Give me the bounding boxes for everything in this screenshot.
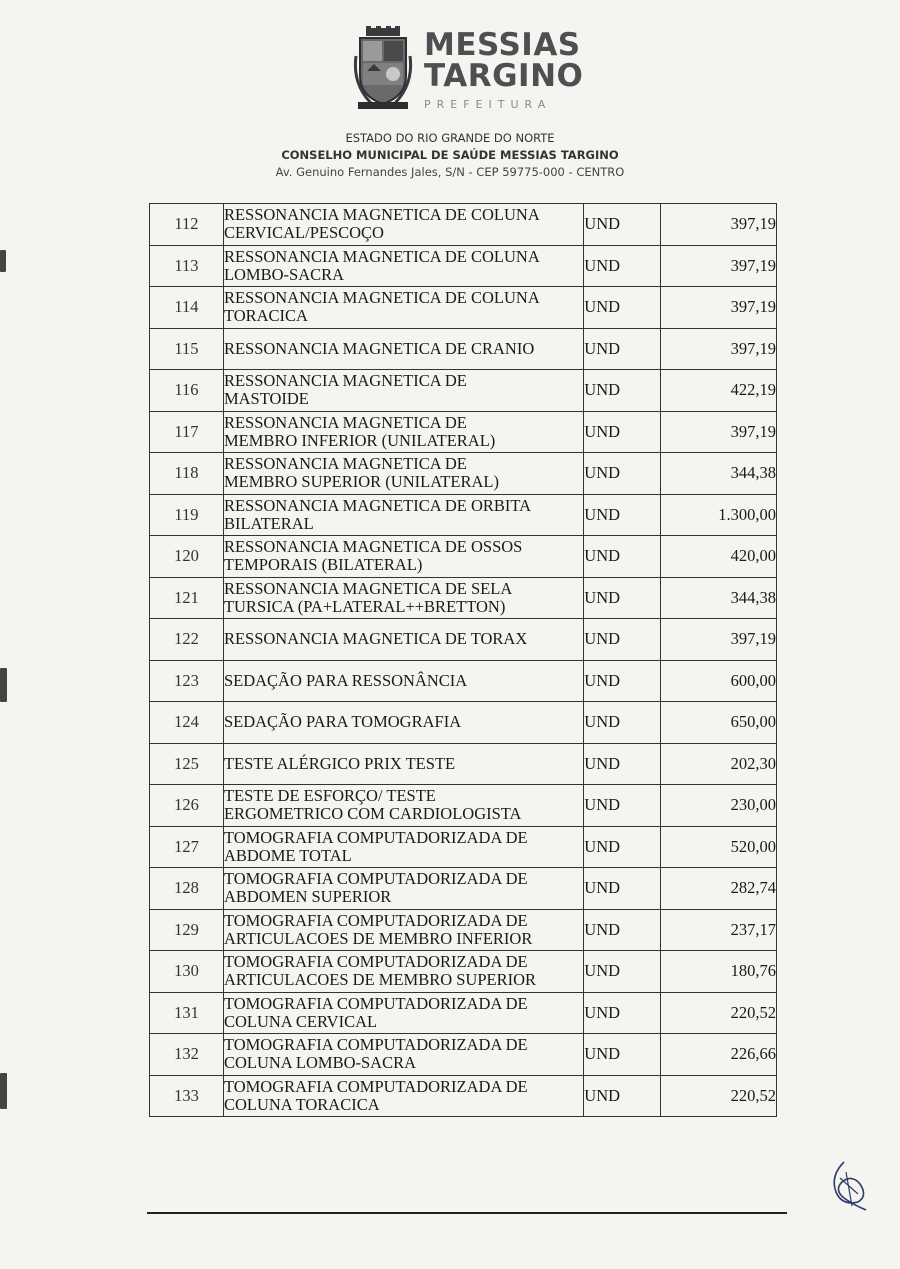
scan-speck: [0, 1073, 7, 1109]
item-value: 600,00: [661, 660, 777, 702]
item-value: 397,19: [661, 619, 777, 661]
table-row: [150, 1075, 777, 1117]
item-description-line: TOMOGRAFIA COMPUTADORIZADA DE: [223, 1035, 528, 1055]
item-description: [223, 1034, 583, 1076]
item-unit: UND: [584, 287, 661, 329]
table-row: [150, 494, 777, 536]
item-description-line: CERVICAL/PESCOÇO: [223, 223, 384, 243]
item-description-line: SEDAÇÃO PARA TOMOGRAFIA: [223, 712, 462, 732]
table-row: [150, 909, 777, 951]
item-description-line: MASTOIDE: [223, 389, 309, 409]
item-description-line: ARTICULACOES DE MEMBRO SUPERIOR: [223, 970, 537, 990]
item-description: [223, 619, 583, 661]
item-description: [223, 1075, 583, 1117]
item-description: [223, 494, 583, 536]
item-description: [223, 785, 583, 827]
table-row: [150, 370, 777, 412]
item-description-line: BILATERAL: [223, 513, 314, 533]
table-row: [150, 287, 777, 329]
item-number: 123: [150, 660, 224, 702]
item-description: [223, 287, 583, 329]
item-unit: UND: [584, 411, 661, 453]
item-value: 220,52: [661, 1075, 777, 1117]
item-description: [223, 743, 583, 785]
table-row: [150, 204, 777, 246]
table-row: [150, 577, 777, 619]
item-description-line: RESSONANCIA MAGNETICA DE CRANIO: [223, 338, 535, 358]
item-description-line: RESSONANCIA MAGNETICA DE: [223, 412, 467, 432]
table-row: [150, 619, 777, 661]
table-row: [150, 743, 777, 785]
item-description-line: ABDOME TOTAL: [223, 845, 352, 865]
item-value: 397,19: [661, 411, 777, 453]
item-description-line: TESTE ALÉRGICO PRIX TESTE: [223, 753, 456, 773]
item-description: [223, 660, 583, 702]
item-number: 131: [150, 992, 224, 1034]
item-value: 220,52: [661, 992, 777, 1034]
item-description-line: SEDAÇÃO PARA RESSONÂNCIA: [223, 670, 468, 690]
item-unit: UND: [584, 909, 661, 951]
item-unit: UND: [584, 328, 661, 370]
item-number: 116: [150, 370, 224, 412]
item-description-line: ARTICULACOES DE MEMBRO INFERIOR: [223, 928, 533, 948]
item-unit: UND: [584, 1075, 661, 1117]
item-description: [223, 453, 583, 495]
item-value: 397,19: [661, 204, 777, 246]
item-number: 125: [150, 743, 224, 785]
logo-line-messias: MESSIAS: [424, 27, 581, 63]
price-table-body: [150, 204, 777, 1117]
item-value: 202,30: [661, 743, 777, 785]
item-unit: UND: [584, 868, 661, 910]
item-unit: UND: [584, 702, 661, 744]
item-value: 397,19: [661, 328, 777, 370]
item-unit: UND: [584, 785, 661, 827]
item-unit: UND: [584, 494, 661, 536]
municipal-crest-icon: [352, 26, 414, 112]
item-description-line: RESSONANCIA MAGNETICA DE COLUNA: [223, 288, 540, 308]
item-value: 422,19: [661, 370, 777, 412]
item-value: 420,00: [661, 536, 777, 578]
item-description-line: TOMOGRAFIA COMPUTADORIZADA DE: [223, 869, 528, 889]
table-row: [150, 536, 777, 578]
item-description: [223, 577, 583, 619]
item-unit: UND: [584, 743, 661, 785]
item-description-line: MEMBRO INFERIOR (UNILATERAL): [223, 430, 496, 450]
item-description-line: TESTE DE ESFORÇO/ TESTE: [223, 786, 436, 806]
item-unit: UND: [584, 619, 661, 661]
table-row: [150, 868, 777, 910]
table-row: [150, 826, 777, 868]
item-description: [223, 204, 583, 246]
item-unit: UND: [584, 370, 661, 412]
item-description-line: TOMOGRAFIA COMPUTADORIZADA DE: [223, 952, 528, 972]
logo-wordmark: [424, 27, 584, 111]
item-number: 120: [150, 536, 224, 578]
item-description: [223, 536, 583, 578]
item-description-line: TEMPORAIS (BILATERAL): [223, 555, 423, 575]
price-table: [149, 203, 777, 1117]
table-row: [150, 992, 777, 1034]
state-name: ESTADO DO RIO GRANDE DO NORTE: [345, 131, 555, 145]
table-row: [150, 660, 777, 702]
page-header: [0, 0, 900, 190]
item-number: 112: [150, 204, 224, 246]
item-description-line: ERGOMETRICO COM CARDIOLOGISTA: [223, 804, 522, 824]
table-row: [150, 702, 777, 744]
item-number: 122: [150, 619, 224, 661]
item-value: 1.300,00: [661, 494, 777, 536]
item-description-line: LOMBO-SACRA: [223, 264, 345, 284]
item-description: [223, 245, 583, 287]
item-unit: UND: [584, 660, 661, 702]
item-number: 129: [150, 909, 224, 951]
council-name: CONSELHO MUNICIPAL DE SAÚDE MESSIAS TARGINO: [281, 148, 619, 162]
item-description: [223, 951, 583, 993]
table-row: [150, 453, 777, 495]
prefeitura-logo: [352, 26, 584, 116]
item-value: 520,00: [661, 826, 777, 868]
item-description-line: TORACICA: [223, 306, 308, 326]
item-unit: UND: [584, 536, 661, 578]
item-unit: UND: [584, 453, 661, 495]
item-description-line: RESSONANCIA MAGNETICA DE TORAX: [223, 629, 528, 649]
item-description-line: COLUNA TORACICA: [223, 1094, 380, 1114]
footer-signature-line: [147, 1212, 787, 1214]
item-description-line: RESSONANCIA MAGNETICA DE: [223, 371, 467, 391]
item-number: 133: [150, 1075, 224, 1117]
item-value: 397,19: [661, 287, 777, 329]
item-description: [223, 411, 583, 453]
item-description-line: RESSONANCIA MAGNETICA DE COLUNA: [223, 246, 540, 266]
item-description-line: TOMOGRAFIA COMPUTADORIZADA DE: [223, 827, 528, 847]
item-number: 130: [150, 951, 224, 993]
signature-icon: [822, 1158, 872, 1218]
item-value: 344,38: [661, 453, 777, 495]
item-number: 126: [150, 785, 224, 827]
item-number: 127: [150, 826, 224, 868]
item-unit: UND: [584, 204, 661, 246]
table-row: [150, 411, 777, 453]
item-value: 237,17: [661, 909, 777, 951]
item-description-line: ABDOMEN SUPERIOR: [223, 887, 392, 907]
item-description: [223, 909, 583, 951]
item-number: 118: [150, 453, 224, 495]
item-description-line: RESSONANCIA MAGNETICA DE: [223, 454, 467, 474]
item-description-line: COLUNA CERVICAL: [223, 1011, 378, 1031]
table-row: [150, 1034, 777, 1076]
item-number: 113: [150, 245, 224, 287]
item-number: 115: [150, 328, 224, 370]
item-number: 128: [150, 868, 224, 910]
item-description-line: TURSICA (PA+LATERAL++BRETTON): [223, 596, 506, 616]
item-unit: UND: [584, 1034, 661, 1076]
item-value: 230,00: [661, 785, 777, 827]
item-description-line: TOMOGRAFIA COMPUTADORIZADA DE: [223, 993, 528, 1013]
item-description: [223, 702, 583, 744]
item-description-line: MEMBRO SUPERIOR (UNILATERAL): [223, 472, 499, 492]
item-value: 650,00: [661, 702, 777, 744]
item-value: 344,38: [661, 577, 777, 619]
logo-line-targino: TARGINO: [424, 58, 584, 94]
item-description: [223, 992, 583, 1034]
item-unit: UND: [584, 245, 661, 287]
item-description: [223, 868, 583, 910]
table-row: [150, 951, 777, 993]
council-address: Av. Genuino Fernandes Jales, S/N - CEP 59775-000 - CENTRO: [275, 165, 625, 179]
table-row: [150, 328, 777, 370]
item-unit: UND: [584, 951, 661, 993]
item-number: 119: [150, 494, 224, 536]
item-description-line: TOMOGRAFIA COMPUTADORIZADA DE: [223, 1076, 528, 1096]
item-description-line: TOMOGRAFIA COMPUTADORIZADA DE: [223, 910, 528, 930]
item-number: 117: [150, 411, 224, 453]
item-number: 121: [150, 577, 224, 619]
item-description: [223, 826, 583, 868]
item-value: 282,74: [661, 868, 777, 910]
scan-speck: [0, 250, 6, 272]
item-description: [223, 370, 583, 412]
item-description-line: RESSONANCIA MAGNETICA DE SELA: [223, 578, 513, 598]
scan-speck: [0, 668, 7, 702]
item-description-line: RESSONANCIA MAGNETICA DE ORBITA: [223, 495, 532, 515]
logo-line-prefeitura: PREFEITURA: [424, 98, 552, 111]
item-number: 124: [150, 702, 224, 744]
item-value: 180,76: [661, 951, 777, 993]
item-description-line: RESSONANCIA MAGNETICA DE OSSOS: [223, 537, 523, 557]
item-description-line: COLUNA LOMBO-SACRA: [223, 1053, 416, 1073]
item-value: 226,66: [661, 1034, 777, 1076]
table-row: [150, 245, 777, 287]
item-unit: UND: [584, 992, 661, 1034]
item-number: 132: [150, 1034, 224, 1076]
item-value: 397,19: [661, 245, 777, 287]
item-number: 114: [150, 287, 224, 329]
item-description-line: RESSONANCIA MAGNETICA DE COLUNA: [223, 205, 540, 225]
item-unit: UND: [584, 577, 661, 619]
table-row: [150, 785, 777, 827]
item-unit: UND: [584, 826, 661, 868]
item-description: [223, 328, 583, 370]
